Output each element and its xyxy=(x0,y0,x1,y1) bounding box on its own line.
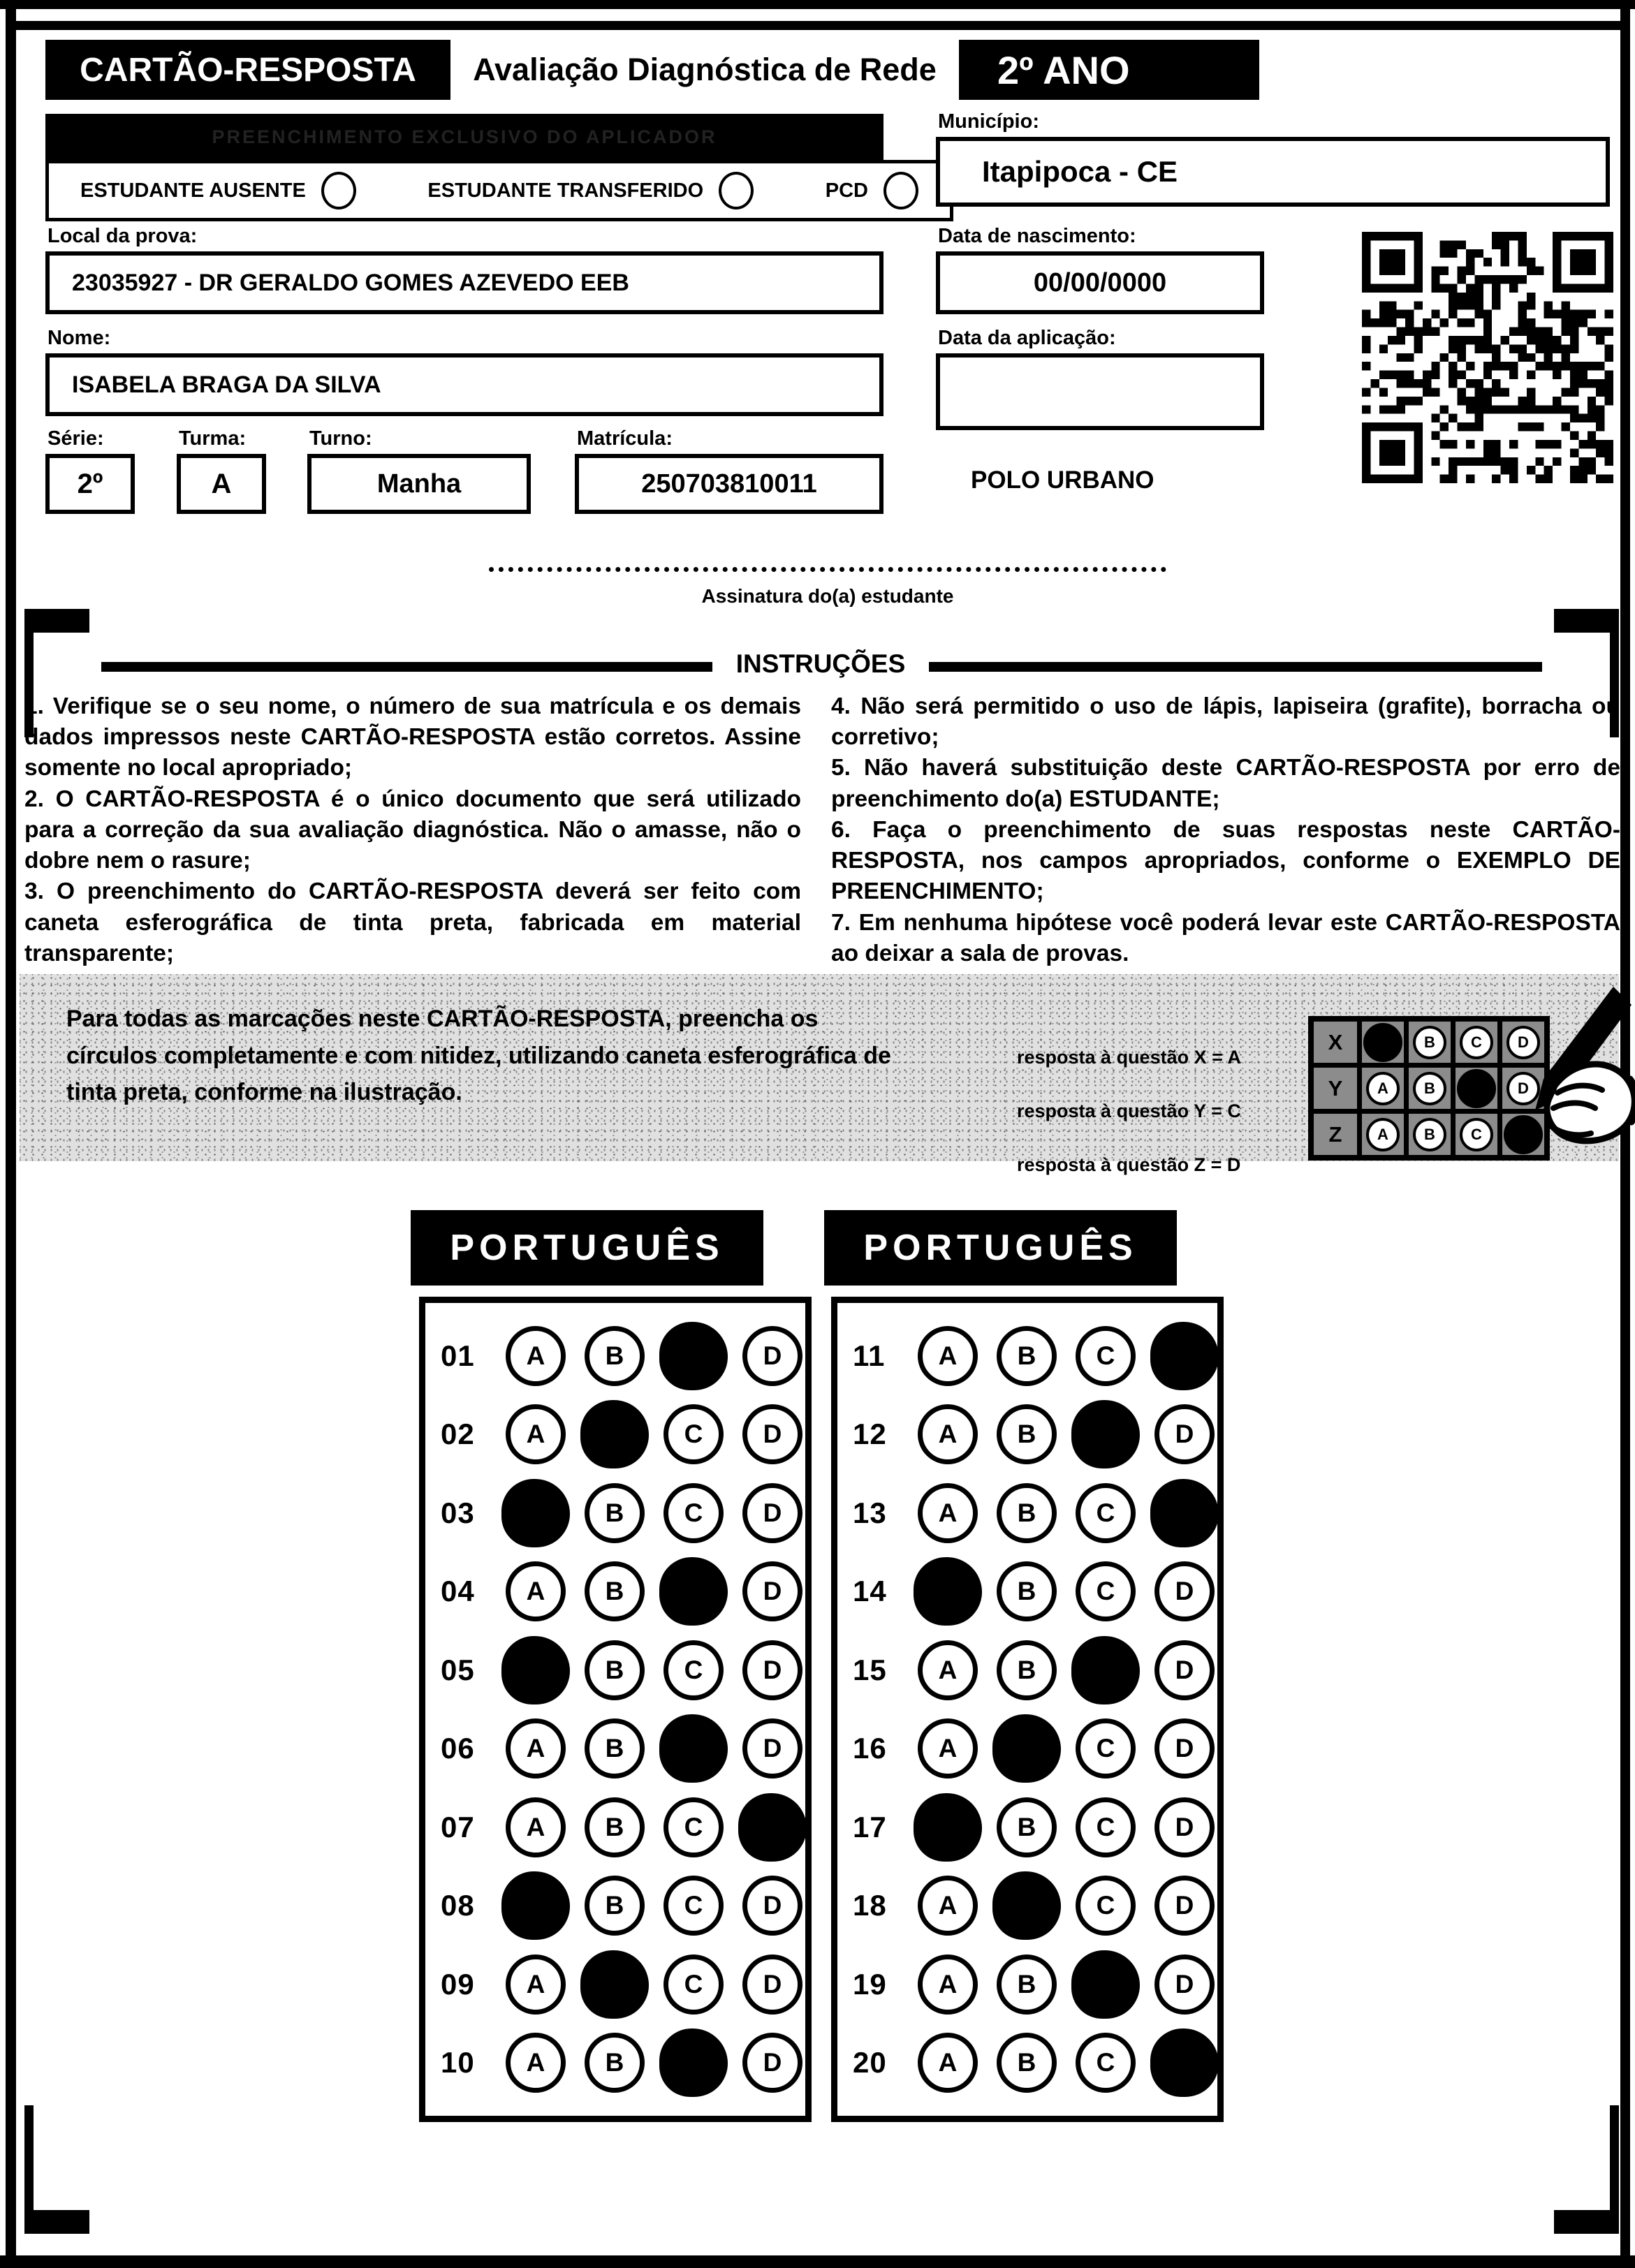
answer-bubble-14-A-filled[interactable] xyxy=(914,1557,982,1626)
answer-bubble-05-D[interactable]: D xyxy=(742,1640,802,1700)
answer-bubble-04-D[interactable]: D xyxy=(742,1561,802,1621)
answer-bubble-10-C-filled[interactable] xyxy=(659,2028,728,2097)
nome-label: Nome: xyxy=(47,327,111,349)
section-title-left xyxy=(411,1210,763,1286)
answer-bubble-12-A[interactable]: A xyxy=(918,1404,978,1464)
nascimento-value: 00/00/0000 xyxy=(1033,267,1167,297)
frame-top-line xyxy=(16,21,1620,30)
answer-bubble-04-C-filled[interactable] xyxy=(659,1557,728,1626)
example-cell xyxy=(1362,1114,1404,1155)
instructions-rule-right xyxy=(929,662,1542,672)
option-pcd xyxy=(826,172,918,209)
answer-bubble-20-B[interactable]: B xyxy=(997,2033,1057,2093)
serie-value: 2º xyxy=(77,468,103,499)
question-number: 01 xyxy=(441,1339,475,1372)
municipio-label: Município: xyxy=(938,110,1039,133)
example-bubble: B xyxy=(1413,1072,1446,1105)
answer-bubble-11-A[interactable]: A xyxy=(918,1326,978,1386)
serie-field xyxy=(45,454,135,514)
answer-bubble-02-D[interactable]: D xyxy=(742,1404,802,1464)
answer-bubble-09-A[interactable]: A xyxy=(506,1954,566,2015)
answer-bubble-16-B-filled[interactable] xyxy=(992,1714,1061,1783)
answer-bubble-19-B[interactable]: B xyxy=(997,1954,1057,2015)
question-number: 16 xyxy=(853,1732,887,1765)
example-cell xyxy=(1409,1022,1451,1063)
answer-bubble-06-D[interactable]: D xyxy=(742,1718,802,1779)
text-line: 6. Faça o preenchimento de suas respostas neste CARTÃO-RESPOSTA, nos campos apropriados, conforme o EXEMPLO DE PREENCHIMENTO; xyxy=(831,816,1620,905)
turno-field xyxy=(307,454,531,514)
serie-label: Série: xyxy=(47,427,104,450)
turno-label: Turno: xyxy=(309,427,372,450)
answer-bubble-09-D[interactable]: D xyxy=(742,1954,802,2015)
crop-corner-bottom-left xyxy=(24,2105,89,2234)
example-bubble: A xyxy=(1366,1118,1400,1151)
applicator-bar xyxy=(45,114,884,160)
exam-title: Avaliação Diagnóstica de Rede xyxy=(473,52,937,87)
answer-bubble-17-B[interactable]: B xyxy=(997,1797,1057,1857)
example-band xyxy=(20,974,1619,1175)
answer-bubble-12-C-filled[interactable] xyxy=(1071,1400,1140,1468)
answer-bubble-15-B[interactable]: B xyxy=(997,1640,1057,1700)
question-number: 03 xyxy=(441,1496,475,1529)
answer-bubble-02-C[interactable]: C xyxy=(663,1404,724,1464)
instructions-rule-left xyxy=(101,662,712,672)
answer-row xyxy=(837,1797,1217,1857)
answer-bubble-16-C[interactable]: C xyxy=(1076,1718,1136,1779)
applicator-options-box xyxy=(45,160,953,221)
text-line: resposta à questão Z = D xyxy=(1017,1154,1241,1175)
pcd-label: PCD xyxy=(825,179,868,202)
answer-bubble-01-B[interactable]: B xyxy=(585,1326,645,1386)
answer-bubble-04-B[interactable]: B xyxy=(585,1561,645,1621)
answer-row xyxy=(425,1718,805,1779)
aplicacao-field[interactable] xyxy=(936,353,1264,430)
answer-row xyxy=(837,1640,1217,1700)
answer-bubble-17-A-filled[interactable] xyxy=(914,1793,982,1862)
answer-row xyxy=(425,1326,805,1386)
answer-bubble-20-A[interactable]: A xyxy=(918,2033,978,2093)
answer-bubble-01-A[interactable]: A xyxy=(506,1326,566,1386)
answer-bubble-20-C[interactable]: C xyxy=(1076,2033,1136,2093)
example-legend xyxy=(1017,1022,1241,1202)
nascimento-label: Data de nascimento: xyxy=(938,225,1136,247)
nascimento-field xyxy=(936,251,1264,314)
local-prova-field xyxy=(45,251,884,314)
answer-bubble-15-D[interactable]: D xyxy=(1154,1640,1215,1700)
instructions-right-column xyxy=(831,691,1620,969)
estudante-transferido-label: ESTUDANTE TRANSFERIDO xyxy=(427,179,704,202)
text-line: resposta à questão X = A xyxy=(1017,1047,1241,1068)
example-bubble: D xyxy=(1506,1072,1540,1105)
option-estudante-ausente xyxy=(80,172,356,209)
pcd-bubble[interactable] xyxy=(884,172,918,209)
signature-line[interactable] xyxy=(489,567,1166,572)
instructions-title: INSTRUÇÕES xyxy=(735,649,906,678)
answer-bubble-03-D[interactable]: D xyxy=(742,1483,802,1543)
section-title-right xyxy=(824,1210,1177,1286)
answer-row xyxy=(837,1718,1217,1779)
question-number: 19 xyxy=(853,1967,887,2001)
instructions-left-column xyxy=(24,691,801,969)
answer-bubble-11-B[interactable]: B xyxy=(997,1326,1057,1386)
question-number: 14 xyxy=(853,1575,887,1608)
question-number: 17 xyxy=(853,1810,887,1843)
example-cell xyxy=(1362,1068,1404,1109)
answer-bubble-13-B[interactable]: B xyxy=(997,1483,1057,1543)
example-note: Para todas as marcações neste CARTÃO-RESPOSTA, preencha os círculos completamente e com nitidez, utilizando caneta esferográfica de tinta preta, conforme na ilustração. xyxy=(66,1006,891,1106)
answer-bubble-10-B[interactable]: B xyxy=(585,2033,645,2093)
turma-field xyxy=(177,454,266,514)
answer-bubble-16-D[interactable]: D xyxy=(1154,1718,1215,1779)
answer-bubble-18-A[interactable]: A xyxy=(918,1876,978,1936)
question-number: 12 xyxy=(853,1418,887,1451)
example-row-label: Y xyxy=(1314,1068,1357,1109)
scan-edge-top xyxy=(0,0,1635,9)
answer-bubble-13-A[interactable]: A xyxy=(918,1483,978,1543)
answer-row xyxy=(425,1640,805,1700)
text-line: 1. Verifique se o seu nome, o número de sua matrícula e os demais dados impressos neste CARTÃO-RESPOSTA estão corretos. Assine somente no local apropriado; xyxy=(24,693,801,781)
answer-grid-left xyxy=(419,1297,812,2122)
answer-bubble-03-C[interactable]: C xyxy=(663,1483,724,1543)
answer-bubble-03-A-filled[interactable] xyxy=(501,1479,570,1547)
polo-label: POLO URBANO xyxy=(971,466,1154,494)
estudante-ausente-label: ESTUDANTE AUSENTE xyxy=(80,179,306,202)
answer-bubble-11-C[interactable]: C xyxy=(1076,1326,1136,1386)
text-line: 3. O preenchimento do CARTÃO-RESPOSTA deverá ser feito com caneta esferográfica de tinta preta, fabricada em material transparente; xyxy=(24,878,801,966)
answer-bubble-11-D-filled[interactable] xyxy=(1150,1322,1219,1390)
answer-bubble-08-B[interactable]: B xyxy=(585,1876,645,1936)
local-prova-value: 23035927 - DR GERALDO GOMES AZEVEDO EEB xyxy=(72,269,629,296)
answer-bubble-15-C-filled[interactable] xyxy=(1071,1636,1140,1704)
question-number: 11 xyxy=(853,1339,886,1372)
answer-row xyxy=(425,1483,805,1543)
section-title-right-text: PORTUGUÊS xyxy=(863,1228,1138,1268)
answer-row xyxy=(425,1876,805,1936)
answer-bubble-12-B[interactable]: B xyxy=(997,1404,1057,1464)
municipio-field xyxy=(936,137,1610,207)
applicator-bar-text: PREENCHIMENTO EXCLUSIVO DO APLICADOR xyxy=(212,126,717,147)
answer-bubble-17-D[interactable]: D xyxy=(1154,1797,1215,1857)
example-bubble: C xyxy=(1460,1118,1493,1151)
text-line: resposta à questão Y = C xyxy=(1017,1100,1241,1121)
example-bubble: B xyxy=(1413,1026,1446,1059)
answer-bubble-14-D[interactable]: D xyxy=(1154,1561,1215,1621)
matricula-label: Matrícula: xyxy=(577,427,673,450)
answer-bubble-14-B[interactable]: B xyxy=(997,1561,1057,1621)
answer-bubble-13-D-filled[interactable] xyxy=(1150,1479,1219,1547)
text-line: 4. Não será permitido o uso de lápis, lapiseira (grafite), borracha ou corretivo; xyxy=(831,693,1620,751)
answer-row xyxy=(837,2033,1217,2093)
answer-row xyxy=(425,1561,805,1621)
answer-row xyxy=(837,1876,1217,1936)
question-number: 04 xyxy=(441,1575,475,1608)
answer-bubble-18-C[interactable]: C xyxy=(1076,1876,1136,1936)
answer-bubble-07-D-filled[interactable] xyxy=(738,1793,807,1862)
exam-title-banner xyxy=(450,40,959,100)
answer-row xyxy=(837,1483,1217,1543)
answer-bubble-06-A[interactable]: A xyxy=(506,1718,566,1779)
matricula-value: 250703810011 xyxy=(641,469,817,499)
answer-bubble-05-A-filled[interactable] xyxy=(501,1636,570,1704)
answer-row xyxy=(837,1954,1217,2015)
answer-bubble-18-B-filled[interactable] xyxy=(992,1871,1061,1940)
answer-bubble-08-D[interactable]: D xyxy=(742,1876,802,1936)
answer-bubble-03-B[interactable]: B xyxy=(585,1483,645,1543)
turma-value: A xyxy=(211,468,232,499)
answer-bubble-05-C[interactable]: C xyxy=(663,1640,724,1700)
answer-bubble-05-B[interactable]: B xyxy=(585,1640,645,1700)
answer-bubble-19-C-filled[interactable] xyxy=(1071,1950,1140,2019)
answer-row xyxy=(425,2033,805,2093)
question-number: 15 xyxy=(853,1653,887,1686)
question-number: 20 xyxy=(853,2046,887,2079)
estudante-ausente-bubble[interactable] xyxy=(321,172,356,209)
answer-row xyxy=(425,1954,805,2015)
option-estudante-transferido xyxy=(427,172,754,209)
example-row-label: X xyxy=(1314,1022,1357,1063)
example-bubble-filled xyxy=(1363,1023,1402,1062)
question-number: 05 xyxy=(441,1653,475,1686)
question-number: 08 xyxy=(441,1889,475,1922)
answer-bubble-08-C[interactable]: C xyxy=(663,1876,724,1936)
answer-bubble-01-C-filled[interactable] xyxy=(659,1322,728,1390)
municipio-value: Itapipoca - CE xyxy=(982,155,1178,188)
answer-bubble-08-A-filled[interactable] xyxy=(501,1871,570,1940)
answer-bubble-09-B-filled[interactable] xyxy=(580,1950,649,2019)
answer-row xyxy=(837,1326,1217,1386)
answer-bubble-13-C[interactable]: C xyxy=(1076,1483,1136,1543)
text-line: 7. Em nenhuma hipótese você poderá levar este CARTÃO-RESPOSTA ao deixar a sala de provas. xyxy=(831,909,1620,966)
answer-bubble-10-A[interactable]: A xyxy=(506,2033,566,2093)
answer-bubble-09-C[interactable]: C xyxy=(663,1954,724,2015)
example-bubble: A xyxy=(1366,1072,1400,1105)
answer-row xyxy=(837,1404,1217,1464)
example-bubble: D xyxy=(1506,1026,1540,1059)
answer-bubble-06-B[interactable]: B xyxy=(585,1718,645,1779)
answer-bubble-04-A[interactable]: A xyxy=(506,1561,566,1621)
answer-bubble-07-B[interactable]: B xyxy=(585,1797,645,1857)
answer-grid-right xyxy=(831,1297,1224,2122)
answer-bubble-06-C-filled[interactable] xyxy=(659,1714,728,1783)
nome-field xyxy=(45,353,884,416)
answer-bubble-18-D[interactable]: D xyxy=(1154,1876,1215,1936)
answer-bubble-17-C[interactable]: C xyxy=(1076,1797,1136,1857)
answer-bubble-14-C[interactable]: C xyxy=(1076,1561,1136,1621)
example-cell xyxy=(1409,1068,1451,1109)
question-number: 02 xyxy=(441,1418,475,1451)
answer-bubble-15-A[interactable]: A xyxy=(918,1640,978,1700)
grade-banner xyxy=(959,40,1259,100)
answer-bubble-16-A[interactable]: A xyxy=(918,1718,978,1779)
scan-edge-bottom xyxy=(0,2255,1635,2268)
question-number: 10 xyxy=(441,2046,475,2079)
example-row-label: Z xyxy=(1314,1114,1357,1155)
card-title-banner xyxy=(45,40,450,100)
signature-label: Assinatura do(a) estudante xyxy=(701,585,954,607)
answer-bubble-19-D[interactable]: D xyxy=(1154,1954,1215,2015)
answer-row xyxy=(425,1797,805,1857)
hand-pen-illustration xyxy=(1465,974,1635,1159)
answer-bubble-10-D[interactable]: D xyxy=(742,2033,802,2093)
turma-label: Turma: xyxy=(179,427,247,450)
answer-bubble-19-A[interactable]: A xyxy=(918,1954,978,2015)
turno-value: Manha xyxy=(376,469,462,499)
answer-bubble-02-A[interactable]: A xyxy=(506,1404,566,1464)
example-cell xyxy=(1362,1022,1404,1063)
question-number: 18 xyxy=(853,1889,887,1922)
estudante-transferido-bubble[interactable] xyxy=(719,172,754,209)
answer-bubble-07-A[interactable]: A xyxy=(506,1797,566,1857)
answer-bubble-07-C[interactable]: C xyxy=(663,1797,724,1857)
local-prova-label: Local da prova: xyxy=(47,225,198,247)
nome-value: ISABELA BRAGA DA SILVA xyxy=(72,371,381,398)
question-number: 13 xyxy=(853,1496,887,1529)
question-number: 07 xyxy=(441,1810,475,1843)
qr-code xyxy=(1362,232,1613,483)
question-number: 09 xyxy=(441,1967,475,2001)
example-bubble: C xyxy=(1460,1026,1493,1059)
answer-row xyxy=(837,1561,1217,1621)
aplicacao-label: Data da aplicação: xyxy=(938,327,1116,349)
answer-row xyxy=(425,1404,805,1464)
grade-label: 2º ANO xyxy=(997,47,1130,92)
matricula-field xyxy=(575,454,884,514)
answer-bubble-12-D[interactable]: D xyxy=(1154,1404,1215,1464)
crop-corner-bottom-right xyxy=(1554,2105,1619,2234)
answer-bubble-20-D-filled[interactable] xyxy=(1150,2028,1219,2097)
card-title: CARTÃO-RESPOSTA xyxy=(80,51,416,89)
answer-bubble-02-B-filled[interactable] xyxy=(580,1400,649,1468)
answer-bubble-01-D[interactable]: D xyxy=(742,1326,802,1386)
text-line: 5. Não haverá substituição deste CARTÃO-RESPOSTA por erro de preenchimento do(a) ESTUDANTE; xyxy=(831,755,1620,812)
example-bubble: B xyxy=(1413,1118,1446,1151)
scan-edge-left xyxy=(6,0,16,2268)
section-title-left-text: PORTUGUÊS xyxy=(450,1228,724,1268)
example-cell xyxy=(1409,1114,1451,1155)
question-number: 06 xyxy=(441,1732,475,1765)
text-line: 2. O CARTÃO-RESPOSTA é o único documento que será utilizado para a correção da sua avaliação diagnóstica. Não o amasse, não o dobre nem o rasure; xyxy=(24,786,801,874)
